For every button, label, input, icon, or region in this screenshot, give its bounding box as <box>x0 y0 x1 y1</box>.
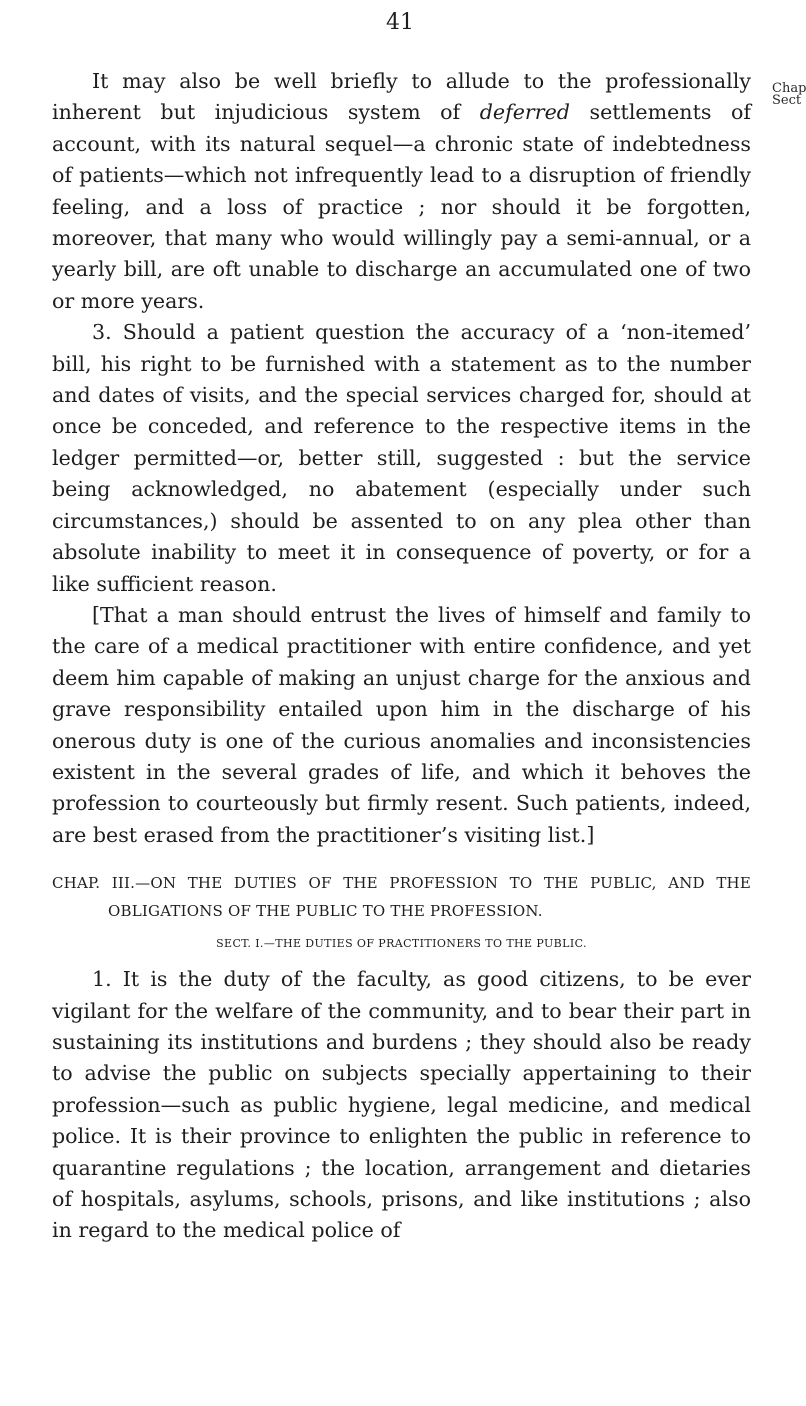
margin-note <box>772 81 806 108</box>
page-content <box>52 66 751 1247</box>
paragraph-bracketed-note: [That a man should entrust the lives of himself and family to the care of a medical practitioner with entire confidence, and yet deem him capable of making an unjust charge for the anxious and grave responsibility entailed upon him in the discharge of his onerous duty is one of the curious anomalies and inconsistencies existent in the several grades of life, and which it behoves the profession to courteously but firmly resent. Such patients, indeed, are best erased from the practitioner’s visiting list.] <box>52 602 751 847</box>
paragraph-text: settlements of account, with its natural sequel—a chronic state of indebtedness of patients—which not infrequently lead to a disruption of friendly feeling, and a loss of practice ; nor should it be forgotten, moreover, that many who would willingly pay a semi-annual, or a yearly bill, are oft unable to discharge an accumulated one of two or more years. <box>52 100 751 313</box>
section-heading: SECT. I.—THE DUTIES OF PRACTITIONERS TO THE PUBLIC. <box>216 937 587 951</box>
margin-note-chap: Chap <box>772 81 806 96</box>
emphasis-deferred: deferred <box>479 100 570 125</box>
chapter-heading: CHAP. III.—ON THE DUTIES OF THE PROFESSION TO THE PUBLIC, AND THE OBLIGATIONS OF THE PUBLIC TO THE PROFESSION. <box>52 874 751 921</box>
margin-note-sect: Sect <box>772 93 802 108</box>
paragraph-non-itemed-bill: 3. Should a patient question the accuracy of a ‘non-itemed’ bill, his right to be furnished with a statement as to the number and dates of visits, and the special services charged for, should at once be conceded, and reference to the respective items in the ledger permitted—or, better still, suggested : but the service being acknowledged, no abatement (especially under such circumstances,) should be assented to on any plea other than absolute inability to meet it in consequence of poverty, or for a like sufficient reason. <box>52 320 751 596</box>
paragraph-deferred-settlements <box>52 66 751 317</box>
page-number: 41 <box>386 10 414 35</box>
paragraph-duty-of-faculty: 1. It is the duty of the faculty, as good citizens, to be ever vigilant for the welfare of the community, and to bear their part in sustaining its institutions and burdens ; they should also be ready to advise the public on subjects specially appertaining to their profession—such as public hygiene, legal medicine, and medical police. It is their province to enlighten the public in reference to quarantine regulations ; the location, arrangement and dietaries of hospitals, asylums, schools, prisons, and like institutions ; also in regard to the medical police of <box>52 967 751 1243</box>
paragraph-text: It may also be well briefly to allude to the professionally inherent but injudicious system of <box>52 69 751 125</box>
